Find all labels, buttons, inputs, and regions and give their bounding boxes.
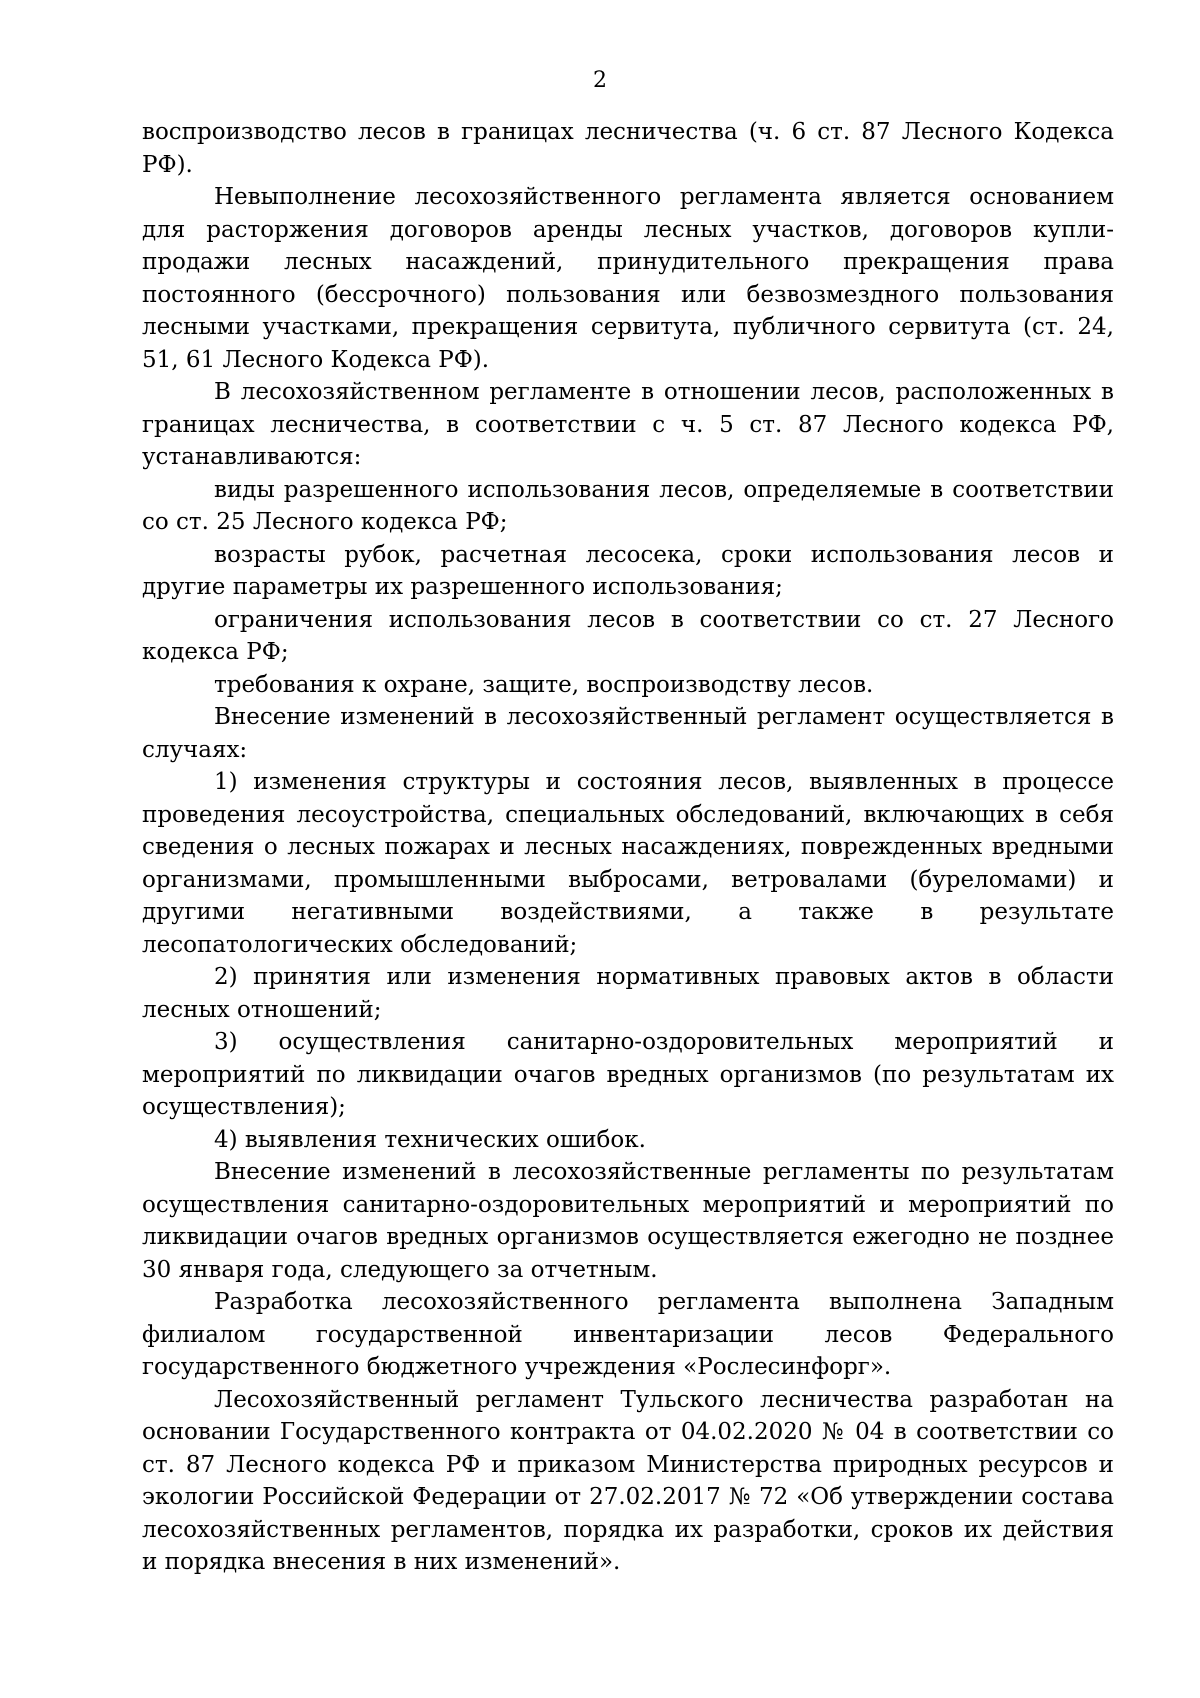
- list-item-case-3: 3) осуществления санитарно-оздоровительных мероприятий и мероприятий по ликвидации очагов вредных организмов (по результатам их осуществления);: [142, 1029, 1114, 1120]
- document-body: [142, 116, 1114, 1579]
- paragraph-amendment-cases: Внесение изменений в лесохозяйственный регламент осуществляется в случаях:: [142, 704, 1114, 763]
- list-item-restrictions: ограничения использования лесов в соответствии со ст. 27 Лесного кодекса РФ;: [142, 606, 1114, 665]
- paragraph-amendment-deadline: Внесение изменений в лесохозяйственные регламенты по результатам осуществления санитарно-оздоровительных мероприятий и мероприятий по ликвидации очагов вредных организмов осуществляется ежегодно не позднее 30 января года, следующего за отчетным.: [142, 1159, 1114, 1283]
- paragraph-regulation-scope: В лесохозяйственном регламенте в отношении лесов, расположенных в границах лесничества, в соответствии с ч. 5 ст. 87 Лесного кодекса РФ, устанавливаются:: [142, 379, 1114, 470]
- list-item-protection-requirements: требования к охране, защите, воспроизводству лесов.: [214, 671, 874, 698]
- list-item-cutting-ages: возрасты рубок, расчетная лесосека, сроки использования лесов и другие параметры их разрешенного использования;: [142, 541, 1114, 600]
- page-number: 2: [593, 68, 607, 93]
- list-item-case-1: 1) изменения структуры и состояния лесов, выявленных в процессе проведения лесоустройства, специальных обследований, включающих в себя сведения о лесных пожарах и лесных насаждениях, поврежденных вредными организмами, промышленными выбросами, ветровалами (буреломами) и другими негативными воздействиями, а также в результате лесопатологических обследований;: [142, 769, 1114, 958]
- paragraph-continuation: воспроизводство лесов в границах лесничества (ч. 6 ст. 87 Лесного Кодекса РФ).: [142, 119, 1114, 178]
- paragraph-developer: Разработка лесохозяйственного регламента выполнена Западным филиалом государственной инвентаризации лесов Федерального государственного бюджетного учреждения «Рослесинфорг».: [142, 1289, 1114, 1380]
- list-item-case-4: 4) выявления технических ошибок.: [214, 1126, 646, 1153]
- paragraph-legal-basis: Лесохозяйственный регламент Тульского лесничества разработан на основании Государственного контракта от 04.02.2020 № 04 в соответствии со ст. 87 Лесного кодекса РФ и приказом Министерства природных ресурсов и экологии Российской Федерации от 27.02.2017 № 72 «Об утверждении состава лесохозяйственных регламентов, порядка их разработки, сроков их действия и порядка внесения в них изменений».: [142, 1386, 1114, 1575]
- list-item-case-2: 2) принятия или изменения нормативных правовых актов в области лесных отношений;: [142, 964, 1114, 1023]
- list-item-use-types: виды разрешенного использования лесов, определяемые в соответствии со ст. 25 Лесного кодекса РФ;: [142, 476, 1114, 535]
- paragraph-non-compliance: Невыполнение лесохозяйственного регламента является основанием для расторжения договоров аренды лесных участков, договоров купли-продажи лесных насаждений, принудительного прекращения права постоянного (бессрочного) пользования или безвозмездного пользования лесными участками, прекращения сервитута, публичного сервитута (ст. 24, 51, 61 Лесного Кодекса РФ).: [142, 184, 1114, 373]
